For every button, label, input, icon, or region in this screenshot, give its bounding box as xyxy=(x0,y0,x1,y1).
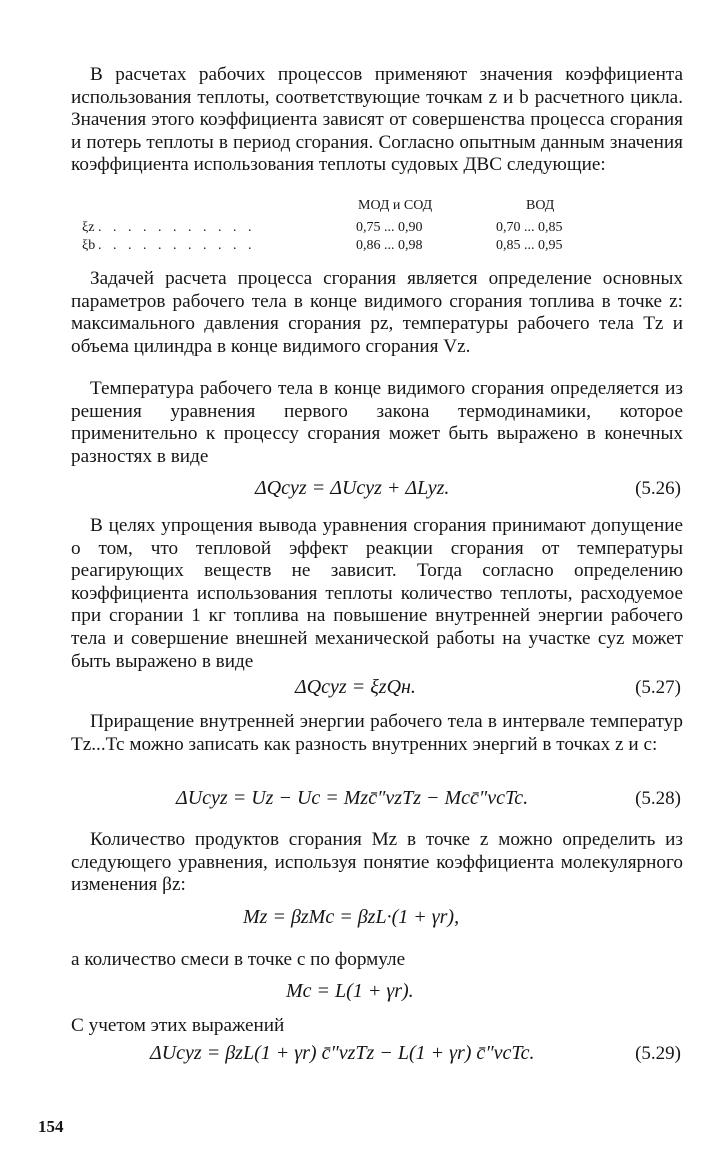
paragraph-products: Количество продуктов сгорания Mz в точке z можно определить из следующего уравнения, используя понятие коэффициента молекулярного изменения βz: xyxy=(71,829,683,896)
page-number: 154 xyxy=(38,1117,64,1136)
table-row-symbol: ξz xyxy=(82,220,95,235)
paragraph-assumption: В целях упрощения вывода уравнения сгорания принимают допущение о том, что тепловой эффект реакции сгорания от температуры реагирующих веществ не зависит. Тогда согласно определению коэффициента использования теплоты количество теплоты, расходуемое при сгорании 1 кг топлива на повышение внутренней энергии рабочего тела и совершение внешней механической работы на участке cyz может быть выражено в виде xyxy=(71,515,683,672)
equation-number-5-28: (5.28) xyxy=(635,788,681,809)
table-header-mod-sod: МОД и СОД xyxy=(358,198,433,213)
table-cell-vod: 0,70 ... 0,85 xyxy=(496,220,563,235)
equation-5-29: ΔUcyz = βzL(1 + γr) c̄″vzTz − L(1 + γr) c̄″vcTc. xyxy=(150,1042,535,1064)
table-cell-mod-sod: 0,75 ... 0,90 xyxy=(356,220,423,235)
table-row-dots: . . . . . . . . . . . xyxy=(98,238,256,253)
equation-number-5-29: (5.29) xyxy=(635,1043,681,1064)
paragraph-internal-energy: Приращение внутренней энергии рабочего тела в интервале температур Tz...Tc можно записать как разность внутренних энергий в точках z и c: xyxy=(71,711,683,755)
table-cell-vod: 0,85 ... 0,95 xyxy=(496,238,563,253)
equation-number-5-26: (5.26) xyxy=(635,478,681,499)
table-row-dots: . . . . . . . . . . . xyxy=(98,220,256,235)
equation-mc: Mc = L(1 + γr). xyxy=(286,980,414,1002)
table-row-symbol: ξb xyxy=(82,238,96,253)
paragraph-with-expressions: С учетом этих выражений xyxy=(71,1015,285,1036)
equation-mz: Mz = βzMc = βzL·(1 + γr), xyxy=(243,906,460,928)
equation-5-27: ΔQcyz = ξzQн. xyxy=(295,676,416,698)
table-cell-mod-sod: 0,86 ... 0,98 xyxy=(356,238,423,253)
paragraph-task: Задачей расчета процесса сгорания является определение основных параметров рабочего тела в конце видимого сгорания топлива в точке z: максимального давления сгорания pz, температуры рабочего тела Tz и объема цилиндра в конце видимого сгорания Vz. xyxy=(71,268,683,357)
equation-number-5-27: (5.27) xyxy=(635,677,681,698)
equation-5-28: ΔUcyz = Uz − Uc = Mzc̄″vzTz − Mcc̄″vcTc. xyxy=(176,787,529,809)
paragraph-temperature: Температура рабочего тела в конце видимого сгорания определяется из решения уравнения первого закона термодинамики, которое применительно к процессу сгорания может быть выражено в конечных разностях в виде xyxy=(71,378,683,467)
equation-5-26: ΔQcyz = ΔUcyz + ΔLyz. xyxy=(255,477,450,499)
table-header-vod: ВОД xyxy=(526,198,555,213)
table-row xyxy=(82,220,642,238)
paragraph-intro: В расчетах рабочих процессов применяют значения коэффициента использования теплоты, соответствующие точкам z и b расчетного цикла. Значения этого коэффициента зависят от совершенства процесса сгорания и потерь теплоты в период сгорания. Согласно опытным данным значения коэффициента использования теплоты судовых ДВС следующие: xyxy=(71,64,683,176)
table-row xyxy=(82,238,642,256)
paragraph-mixture: а количество смеси в точке c по формуле xyxy=(71,949,406,970)
